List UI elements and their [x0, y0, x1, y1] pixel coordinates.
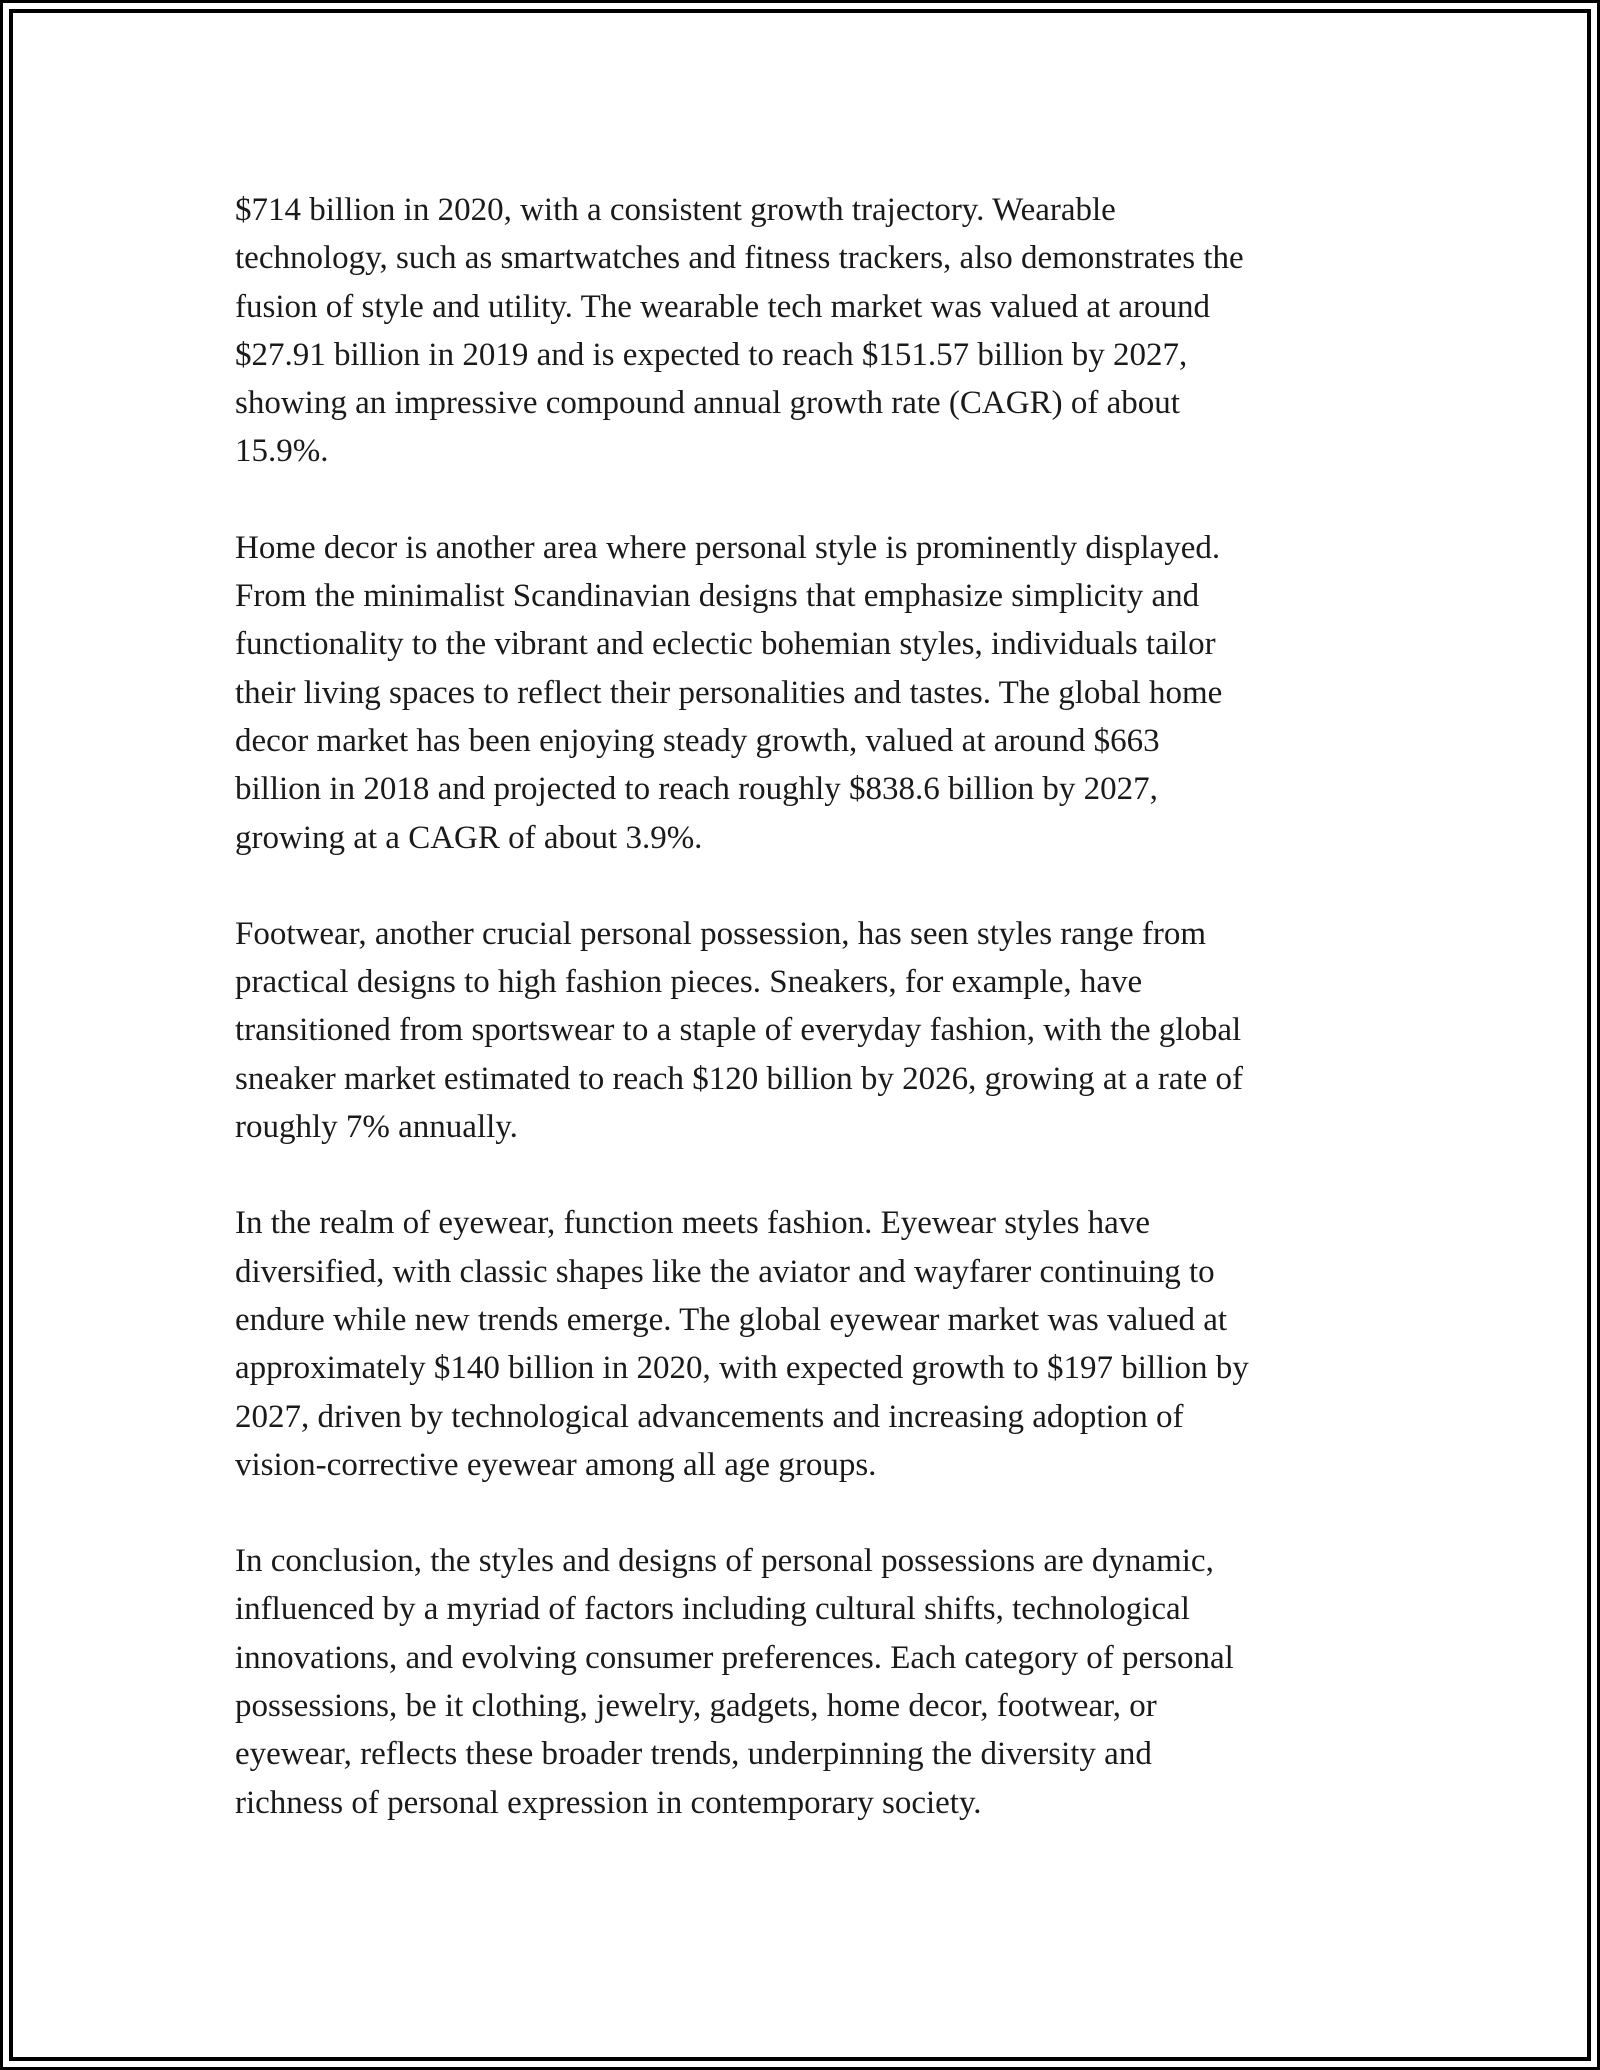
paragraph-home-decor: Home decor is another area where personal style is prominently displayed. From the minimalist Scandinavian designs that emphasize simplicity and functionality to the vibrant and eclectic bohemian styles, individuals tailor their living spaces to reflect their personalities and tastes. The global home decor market has been enjoying steady growth, valued at around $663 billion in 2018 and projected to reach roughly $838.6 billion by 2027, growing at a CAGR of about 3.9%.	[235, 529, 1223, 856]
paragraph-footwear: Footwear, another crucial personal possession, has seen styles range from practical designs to high fashion pieces. Sneakers, for example, have transitioned from sportswear to a staple of everyday fashion, with the global sneaker market estimated to reach $120 billion by 2026, growing at a rate of roughly 7% annually.	[235, 915, 1244, 1146]
document-body	[235, 186, 1365, 1875]
paragraph-conclusion: In conclusion, the styles and designs of personal possessions are dynamic, influenced by a myriad of factors including cultural shifts, technological innovations, and evolving consumer preferences. Each category of personal possessions, be it clothing, jewelry, gadgets, home decor, footwear, or eyewear, reflects these broader trends, underpinning the diversity and richness of personal expression in contemporary society.	[235, 1543, 1234, 1821]
paragraph-eyewear: In the realm of eyewear, function meets fashion. Eyewear styles have diversified, with classic shapes like the aviator and wayfarer continuing to endure while new trends emerge. The global eyewear market was valued at approximately $140 billion in 2020, with expected growth to $197 billion by 2027, driven by technological advancements and increasing adoption of vision-corrective eyewear among all age groups.	[235, 1205, 1249, 1483]
paragraph-wearables: $714 billion in 2020, with a consistent growth trajectory. Wearable technology, such as smartwatches and fitness trackers, also demonstrates the fusion of style and utility. The wearable tech market was valued at around $27.91 billion in 2019 and is expected to reach $151.57 billion by 2027, showing an impressive compound annual growth rate (CAGR) of about 15.9%.	[235, 192, 1244, 470]
